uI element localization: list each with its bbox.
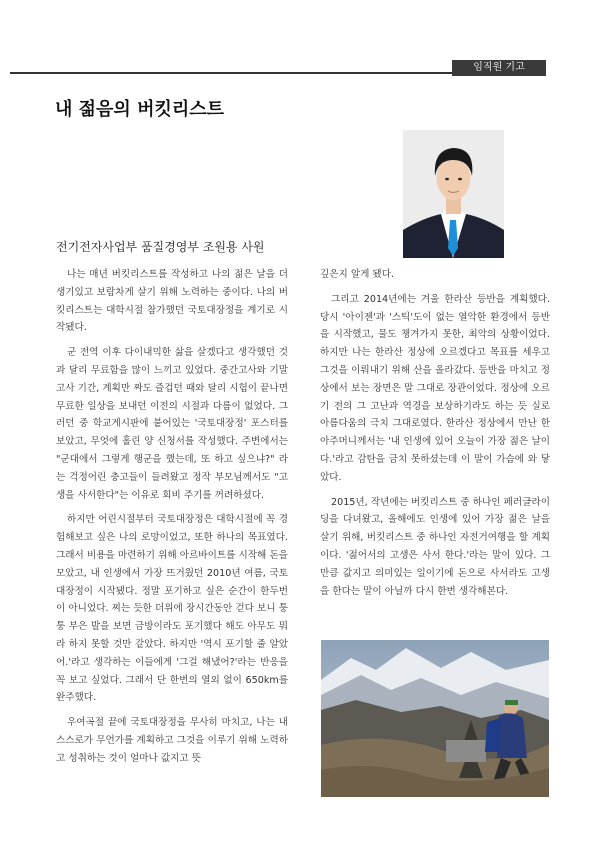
author-photo [403, 130, 504, 258]
paragraph: 그리고 2014년에는 겨울 한라산 등반을 계획했다. 당시 '아이젠'과 '스틱'도이 없는 열악한 환경에서 등반을 시작했고, 물도 챙겨가지 못한, 최악의 상황이었다. 하지만 나는 한라산 정상에 오르겠다고 목표를 세우고 그것을 이뤄내기 위해 산을 올라갔다. 등반을 마치고 정상에서 보는 장면은 말 그대로 장관이었다. 정상에 오르기 전의 그 고난과 역경을 보상하기라도 하는 듯 실로 아름다움의 극치 그대로였다. 한라산 정상에서 만난 한 아주머니께서는 '내 인생에 있어 오늘이 가장 젊은 날이다.'라고 감탄을 금치 못하셨는데 이 말이 가슴에 와 닿았다. [320, 293, 550, 483]
paragraph: 우여곡절 끝에 국토대장정을 무사히 마치고, 나는 내 스스로가 무언가를 계획하고 그것을 이루기 위해 노력하고 성취하는 것이 얼마나 값지고 뜻 [56, 717, 288, 764]
section-tag: 임직원 기고 [452, 60, 546, 76]
author-byline: 전기전자사업부 품질경영부 조원용 사원 [56, 240, 265, 254]
article-column-right [320, 266, 550, 607]
paragraph: 2015년, 작년에는 버킷리스트 중 하나인 페러글라이딩을 다녀왔고, 올해에도 인생에 있어 가장 젊은 날을 살기 위해, 버킷리스트 중 하나인 자전거여행을 할 계획이다. '젊어서의 고생은 사서 한다.'라는 말이 있다. 그만큼 값지고 의미있는 일이기에 돈으로 사서라도 고생을 한다는 말이 아닐까 다시 한번 생각해본다. [320, 496, 550, 597]
article-title: 내 젊음의 버킷리스트 [55, 99, 225, 120]
paragraph: 군 전역 이후 다이내믹한 삶을 살겠다고 생각했던 것과 달리 무료함을 많이 느끼고 있었다. 중간고사와 기말고사 기간, 계획만 짜도 즐겁던 때와 달리 시험이 끝나면 무료한 일상을 보내던 이전의 시절과 다름이 없었다. 그러던 중 학교게시판에 붙어있는 '국토대장정' 포스터를 보았고, 무엇에 홀린 양 신청서를 작성했다. 주변에서는 "군대에서 그렇게 행군을 했는데, 또 하고 싶으냐?" 라는 걱정어린 충고들이 들려왔고 정작 부모님께서도 "고생을 사서한다"는 이유로 회비 주기를 꺼려하셨다. [56, 347, 288, 501]
paragraph: 깊은지 알게 됐다. [320, 269, 395, 280]
article-column-left [56, 266, 288, 775]
paragraph: 나는 매년 버킷리스트를 작성하고 나의 젊은 날을 더 생기있고 보람차게 살기 위해 노력하는 중이다. 나의 버킷리스트는 대학시절 참가했던 국토대장정을 계기로 시작됐다. [56, 269, 288, 334]
paragraph: 하지만 어린시절부터 국토대장정은 대학시절에 꼭 경험해보고 싶은 나의 로망이었고, 또한 하나의 목표였다. 그래서 비용을 마련하기 위해 아르바이트를 시작해 돈을 모았고, 내 인생에서 가장 뜨거웠던 2010년 여름, 국토대장정이 시작됐다. 정말 포기하고 싶은 순간이 한두번이 아니었다. 찌는 듯한 더위에 장시간동안 걷다 보니 퉁퉁 부은 발을 보면 금방이라도 포기했다 해도 아무도 뭐라 하지 못할 것만 같았다. 하지만 '역시 포기할 줄 알았어.'라고 생각하는 이들에게 '그걸 해냈어?'라는 반응을 꼭 보고 싶었다. 그래서 단 한번의 열외 없이 650km를 완주했다. [56, 514, 288, 704]
mountain-photo [321, 640, 549, 797]
